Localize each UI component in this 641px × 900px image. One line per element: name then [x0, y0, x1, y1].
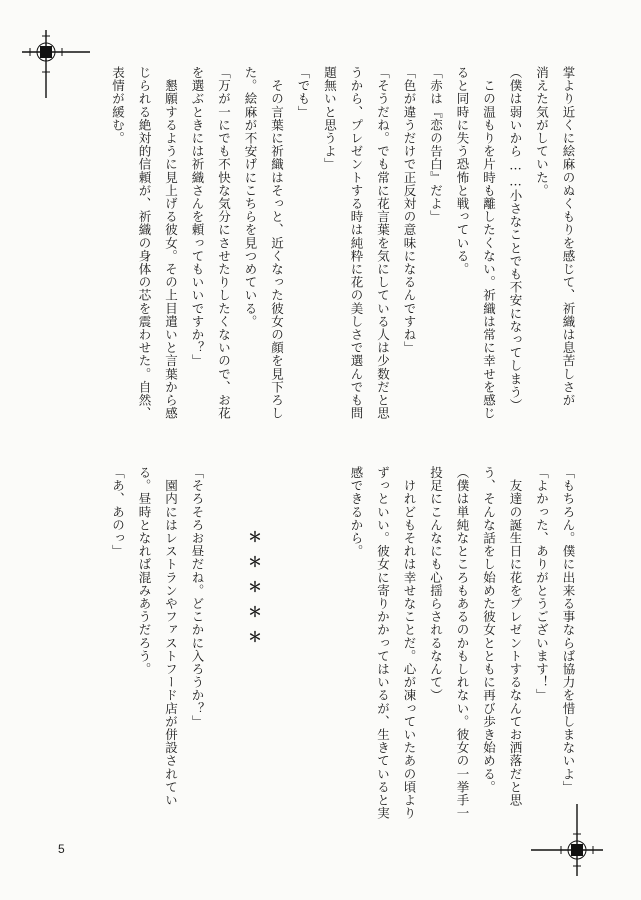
text-column: 「あ、あのっ」	[110, 466, 126, 558]
page-number: 5	[58, 842, 65, 856]
text-column: る。昼時となれば混みあうだろう。	[137, 466, 152, 676]
text-column: この温もりを片時も離したくない。祈織は常に幸せを感じ	[481, 66, 497, 420]
text-column: その言葉に祈織はそっと、近くなった彼女の顔を見下ろし	[269, 66, 285, 420]
text-column: 「よかった、ありがとうございます！」	[534, 466, 550, 702]
text-column: ずっといい。彼女に寄りかかってはいるが、生きていると実	[375, 466, 391, 820]
text-column: 「でも」	[296, 66, 311, 119]
text-column: 「赤は『恋の告白』だよ」	[428, 66, 444, 224]
text-column: 懇願するように見上げる彼女。その上目遣いと言葉から感	[163, 66, 179, 420]
scene-break: ＊＊＊＊＊	[246, 530, 262, 655]
text-column: 「そうだね。でも常に花言葉を気にしている人は少数だと思	[375, 66, 391, 420]
text-column	[237, 466, 264, 826]
text-block-top	[104, 66, 581, 438]
text-column: を選ぶときには祈織さんを頼ってもいいですか？」	[190, 66, 205, 368]
text-column	[263, 466, 290, 826]
text-column: 「もちろん。僕に出来る事ならば協力を惜しまないよ」	[561, 466, 576, 794]
text-column: （僕は弱いから……小さなことでも不安になってしまう）	[508, 66, 523, 412]
text-column: けれどもそれは幸せなことだ。心が凍っていたあの頃より	[402, 466, 417, 820]
cross-ornament-icon	[20, 28, 92, 100]
text-column: ると同時に失う恐怖と戦っている。	[455, 66, 470, 276]
text-column: 友達の誕生日に花をプレゼントするなんてお洒落だと思	[508, 466, 523, 807]
text-column: た。絵麻が不安げにこちらを見つめている。	[243, 66, 258, 328]
text-column: 「色が違うだけで正反対の意味になるんですね」	[402, 66, 417, 355]
text-column: 感できるから。	[349, 466, 364, 558]
text-block-bottom	[104, 466, 581, 826]
text-column: 掌より近くに絵麻のぬくもりを感じて、祈織は息苦しさが	[561, 66, 576, 407]
text-column	[210, 466, 237, 826]
text-column: じられる絶対的信頼が、祈織の身体の芯を震わせた。自然、	[137, 66, 152, 420]
text-column: う、そんな話をし始めた彼女とともに再び歩き始める。	[481, 466, 497, 794]
text-column	[290, 466, 317, 826]
text-column	[316, 466, 343, 826]
text-column: 園内にはレストランやファストフード店が併設されてい	[163, 466, 179, 807]
text-column: 「万が一にでも不快な気分にさせたりしたくないので、お花	[216, 66, 232, 420]
text-column: （僕は単純なところもあるのかもしれない。彼女の一挙手一	[455, 466, 470, 820]
text-column: うから、プレゼントする時は純粋に花の美しさで選んでも問	[349, 66, 364, 420]
text-column: 表情が緩む。	[110, 66, 126, 145]
text-column: 「そろそろお昼だね。どこかに入ろうか？」	[190, 466, 205, 728]
text-column: 消えた気がしていた。	[534, 66, 550, 197]
text-column: 投足にこんなにも心揺らされるなんて）	[428, 466, 444, 702]
text-column: 題無いと思うよ」	[322, 66, 338, 171]
cross-ornament-icon	[527, 800, 605, 878]
